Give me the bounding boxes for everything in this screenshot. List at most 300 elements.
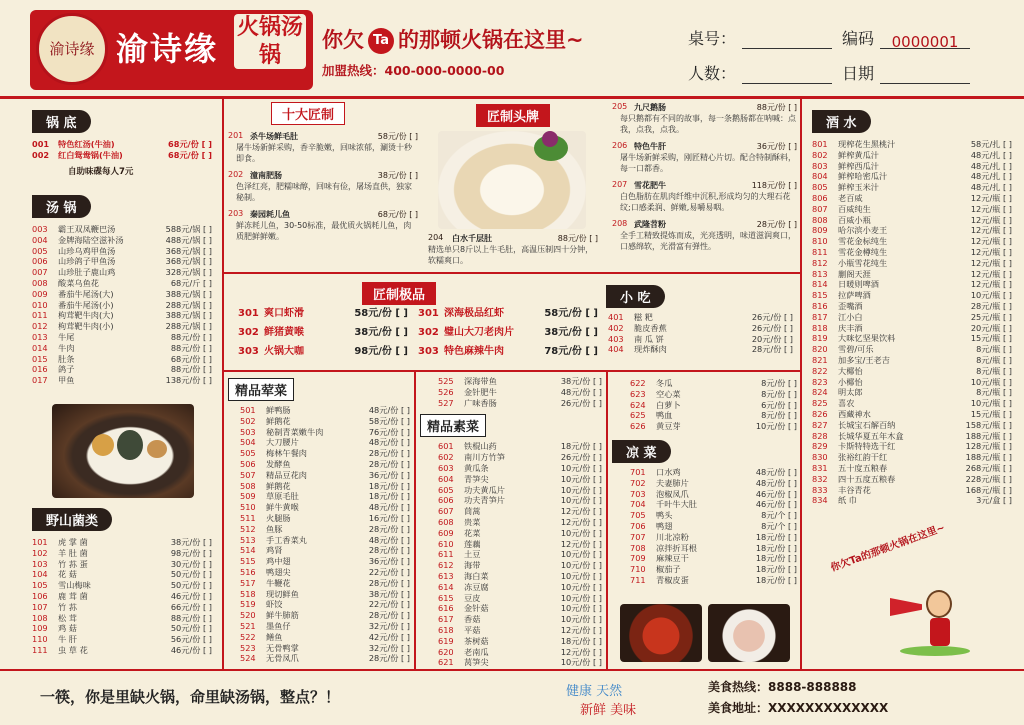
item-code: 009 xyxy=(32,288,48,299)
item-price: 3元/盒 [ ] xyxy=(976,495,1012,506)
item-name: 潼南肥肠 xyxy=(250,171,282,180)
section-badge: 十大匠制 xyxy=(271,102,345,125)
item-price: 8元/瓶 [ ] xyxy=(976,354,1012,365)
menu-item xyxy=(630,575,797,586)
item-price: 20元/瓶 [ ] xyxy=(970,322,1012,333)
item-code: 617 xyxy=(438,614,454,625)
item-name: 杀牛场鲜毛肚 xyxy=(250,132,298,141)
menu-item xyxy=(438,647,602,658)
item-price: 10元/份 [ ] xyxy=(560,560,602,571)
item-code: 523 xyxy=(240,642,256,653)
item-name: 冬瓜 xyxy=(656,378,673,388)
item-price: 58元/份 [ ] xyxy=(354,308,408,319)
item-code: 710 xyxy=(630,564,646,575)
item-code: 801 xyxy=(812,139,828,149)
menu-item xyxy=(438,452,602,463)
menu-item xyxy=(240,643,410,654)
item-code: 103 xyxy=(32,558,48,569)
item-name: 金牌海陆空滋补汤 xyxy=(58,234,124,245)
menu-item xyxy=(608,312,793,323)
item-name: 山珍乌鸡甲鱼汤 xyxy=(58,245,116,256)
item-code: 516 xyxy=(240,566,256,577)
menu-item xyxy=(812,409,1012,420)
item-code: 504 xyxy=(240,437,256,448)
item-price: 12元/瓶 [ ] xyxy=(970,257,1012,268)
item-price: 10元/瓶 [ ] xyxy=(970,290,1012,301)
menu-item xyxy=(630,532,797,543)
item-name: 虎 掌 菌 xyxy=(58,537,88,547)
item-code: 822 xyxy=(812,365,828,376)
item-code: 824 xyxy=(812,387,828,398)
menu-item xyxy=(608,344,793,355)
menu-item xyxy=(812,193,1012,204)
item-code: 206 xyxy=(612,141,628,150)
menu-item xyxy=(812,215,1012,226)
menu-item xyxy=(438,549,602,560)
item-price: 36元/份 [ ] xyxy=(368,556,410,567)
item-price: 46元/份 [ ] xyxy=(170,590,212,601)
item-price: 12元/瓶 [ ] xyxy=(970,268,1012,279)
item-price: 26元/份 [ ] xyxy=(560,397,602,408)
item-price: 18元/份 [ ] xyxy=(755,531,797,542)
item-price: 18元/份 [ ] xyxy=(560,635,602,646)
menu-item xyxy=(240,513,410,524)
item-code: 503 xyxy=(240,426,256,437)
item-name: 鲜鹅花 xyxy=(266,415,291,426)
item-code: 820 xyxy=(812,344,828,355)
food-address: 美食地址：XXXXXXXXXXXXX xyxy=(708,701,889,715)
item-code: 403 xyxy=(608,333,624,344)
item-name: 雪花金标纯生 xyxy=(838,236,888,247)
item-price: 26元/份 [ ] xyxy=(560,452,602,463)
menu-item xyxy=(438,517,602,528)
dish-header xyxy=(228,170,418,181)
item-price: 38元/份 [ ] xyxy=(368,588,410,599)
item-code: 108 xyxy=(32,612,48,623)
section-title: 汤 锅 xyxy=(32,195,91,218)
item-name: 火锅大咖 xyxy=(264,346,304,357)
item-code: 016 xyxy=(32,364,48,375)
item-code: 612 xyxy=(438,560,454,571)
item-price: 10元/份 [ ] xyxy=(560,614,602,625)
menu-item xyxy=(812,258,1012,269)
item-name: 哈尔滨小麦王 xyxy=(838,225,888,236)
item-code: 616 xyxy=(438,603,454,614)
item-name: 鸭翅 xyxy=(656,520,673,531)
menu-item xyxy=(32,354,212,365)
menu-item xyxy=(32,235,212,246)
column-divider xyxy=(222,99,224,669)
item-price: 12元/份 [ ] xyxy=(560,516,602,527)
item-price: 28元/份 [ ] xyxy=(368,545,410,556)
item-code: 814 xyxy=(812,279,828,290)
item-code: 521 xyxy=(240,620,256,631)
item-code: 816 xyxy=(812,300,828,311)
item-name: 金针菇 xyxy=(464,603,489,614)
menu-item xyxy=(32,332,212,343)
item-code: 515 xyxy=(240,556,256,567)
menu-item xyxy=(812,323,1012,334)
item-code: 501 xyxy=(240,405,256,415)
item-name: 鸭翅尖 xyxy=(266,566,291,577)
header-divider xyxy=(0,96,1024,99)
item-price: 20元/份 [ ] xyxy=(751,333,793,344)
menu-item xyxy=(32,602,212,613)
item-name: 鸡中翅 xyxy=(266,556,291,567)
item-code: 829 xyxy=(812,441,828,452)
item-price: 26元/份 [ ] xyxy=(751,322,793,333)
item-code: 626 xyxy=(630,421,646,432)
item-price: 12元/瓶 [ ] xyxy=(970,214,1012,225)
item-price: 8元/个 [ ] xyxy=(761,520,797,531)
item-name: 特色牛肝 xyxy=(634,142,666,151)
menu-item xyxy=(32,580,212,591)
sucai-section: 525 深海带鱼 38元/份 [ ] 526 金针肥牛 48元/份 [ ] 527 广味香肠 26元/份 [ ] 精品素菜 601 铁棍山药 18元/份 [ ] 602 南川方竹笋 26元/份 [ ] 603 黄瓜条 10元/份 [ ] 604 青笋尖 10元/份 [ ] 605 功夫黄瓜片 10元/份 [ ] 606 功夫青笋片 10元/份 [ ] 607 茼蒿 12元/份 [ ] 608 贵菜 12元/份 [ ] 609 花菜 10元/份 [ ] 610 莲藕 12元/份 [ ] 611 土豆 10元/份 [ ] 612 海带 10元/份 [ ] 613 海白菜 10元/份 [ ] 614 冻豆腐 10元/份 [ ] 615 豆皮 10元/份 [ ] 616 金针菇 10元/份 [ ] 617 香菇 10元/份 [ ] 618 平菇 12元/份 [ ] 619 茶树菇 18元/份 [ ] 620 老南瓜 12元/份 [ ] 621 莴笋尖 10元/份 [ ] xyxy=(420,376,602,668)
item-name: 雪山梅味 xyxy=(58,580,91,591)
item-price: 388元/锅 [ ] xyxy=(165,288,212,299)
item-name: 雪碧/可乐 xyxy=(838,344,874,355)
item-code: 614 xyxy=(438,581,454,592)
item-code: 618 xyxy=(438,624,454,635)
menu-item xyxy=(812,474,1012,485)
item-price: 98元/份 [ ] xyxy=(170,547,212,558)
item-code: 624 xyxy=(630,399,646,410)
item-code: 526 xyxy=(438,386,454,397)
item-code: 402 xyxy=(608,322,624,333)
item-name: 羊 肚 菌 xyxy=(58,547,88,558)
item-price: 28元/份 [ ] xyxy=(756,220,797,229)
menu-item xyxy=(32,537,212,548)
item-name: 霸王双凤鞭巴汤 xyxy=(58,224,116,234)
item-price: 36元/份 [ ] xyxy=(368,469,410,480)
item-price: 32元/份 [ ] xyxy=(368,642,410,653)
item-price: 10元/份 [ ] xyxy=(560,581,602,592)
item-price: 58元/份 [ ] xyxy=(544,308,598,319)
menu-item xyxy=(32,559,212,570)
item-name: 深海极品红虾 xyxy=(444,308,504,319)
item-name: 土豆 xyxy=(464,549,481,560)
menu-item xyxy=(812,247,1012,258)
item-description: 白色脂肪在肌肉纤维中沉积,形成均匀的大理石花纹;口感柔润、鲜嫩,易嚼易咽。 xyxy=(620,192,791,212)
shida-section xyxy=(228,102,418,248)
menu-item xyxy=(812,420,1012,431)
item-code: 702 xyxy=(630,477,646,488)
item-code: 831 xyxy=(812,462,828,473)
item-price: 15元/瓶 [ ] xyxy=(970,333,1012,344)
menu-item xyxy=(812,463,1012,474)
signature-dish xyxy=(228,131,418,164)
item-code: 006 xyxy=(32,256,48,267)
item-code: 519 xyxy=(240,599,256,610)
menu-item xyxy=(812,344,1012,355)
item-price: 68元/份 [ ] xyxy=(170,353,212,364)
item-code: 524 xyxy=(240,653,256,664)
mascot-speech: 你欠Ta的那顿火锅在这里~ xyxy=(829,522,947,575)
item-price: 88元/份 [ ] xyxy=(170,364,212,375)
item-code: 510 xyxy=(240,502,256,513)
item-price: 48元/份 [ ] xyxy=(368,534,410,545)
premium-item xyxy=(238,342,408,361)
item-name: 手工香菜丸 xyxy=(266,534,307,545)
people-count-field[interactable]: 人数： xyxy=(688,61,832,84)
item-code: 827 xyxy=(812,419,828,430)
menu-item xyxy=(438,398,602,409)
item-name: 白萝卜 xyxy=(656,399,681,410)
menu-item xyxy=(438,463,602,474)
menu-item xyxy=(812,485,1012,496)
item-name: 花菜 xyxy=(464,527,481,538)
signature-dish xyxy=(228,209,418,242)
item-price: 58元/扎 [ ] xyxy=(970,139,1012,149)
item-name: 鲜榨黄瓜汁 xyxy=(838,149,879,160)
menu-item xyxy=(240,427,410,438)
item-code: 825 xyxy=(812,398,828,409)
franchise-hotline: 加盟热线：400-000-0000-00 xyxy=(322,63,505,78)
item-price: 38元/份 [ ] xyxy=(560,376,602,386)
item-code: 826 xyxy=(812,408,828,419)
item-price: 48元/扎 [ ] xyxy=(970,149,1012,160)
health-tag-1: 健康 天然 xyxy=(566,684,623,699)
item-name: 肚条 xyxy=(58,353,75,364)
item-price: 10元/份 [ ] xyxy=(560,484,602,495)
item-price: 228元/瓶 [ ] xyxy=(965,473,1012,484)
item-price: 58元/份 [ ] xyxy=(368,415,410,426)
item-name: 功夫黄瓜片 xyxy=(464,484,505,495)
item-name: 五十度五粮春 xyxy=(838,462,888,473)
jiushui-section: 酒 水 801 现榨花生黑桃汁 58元/扎 [ ] 802 鲜榨黄瓜汁 48元/扎 [ ] 803 鲜榨西瓜汁 48元/扎 [ ] 804 鲜榨哈密瓜汁 48元/扎 [ ] 805 鲜榨玉米汁 48元/扎 [ ] 806 老百威 12元/瓶 [ ] 807 百威纯生 12元/瓶 [ ] 808 百威小瓶 12元/瓶 [ ] 809 哈尔滨小麦王 12元/瓶 [ ] 810 雪花金标纯生 12元/瓶 [ ] 811 雪花金樽纯生 12元/瓶 [ ] 812 小瓶雪花纯生 12元/瓶 [ ] 813 蒯阁天涯 12元/瓶 [ ] 814 日暖则啤酒 12元/瓶 [ ] 815 拉萨啤酒 10元/瓶 [ ] 816 歪嘴酒 28元/瓶 [ ] 817 江小白 25元/瓶 [ ] 818 庆丰酒 20元/瓶 [ ] 819 大咪忆坚果饮料 15元/瓶 [ ] 820 雪碧/可乐 8元/瓶 [ ] 821 加多宝/王老吉 8元/瓶 [ ] 822 大椰怡 8元/瓶 [ ] 823 小椰怡 10元/瓶 [ ] 824 明太郎 8元/瓶 [ ] 825 喜农 10元/瓶 [ ] 826 西藏神水 15元/瓶 [ ] 827 长城宝石解百纳 158元/瓶 [ ] 828 长城华夏五年木盒 188元/瓶 [ ] 829 卡斯特特选干红 128元/瓶 [ ] 830 张裕红韵干红 188元/瓶 [ ] 831 五十度五粮春 268元/瓶 [ ] 832 四十五度五粮春 228元/瓶 [ ] 833 丰谷青花 168元/瓶 [ ] 834 纸 巾 3元/盒 [ ] xyxy=(812,110,1012,506)
signature-dish xyxy=(612,180,797,213)
item-price: 48元/份 [ ] xyxy=(368,502,410,513)
menu-item xyxy=(32,310,212,321)
item-name: 牛 肝 xyxy=(58,634,77,645)
item-name: 日暖则啤酒 xyxy=(838,279,879,290)
item-price: 288元/锅 [ ] xyxy=(165,299,212,310)
item-code: 507 xyxy=(240,469,256,480)
item-price: 8元/份 [ ] xyxy=(761,410,797,421)
item-price: 18元/份 [ ] xyxy=(560,441,602,452)
mascot-figure xyxy=(890,590,970,660)
item-price: 18元/份 [ ] xyxy=(755,553,797,564)
logo-seal: 渝诗缘 xyxy=(36,13,108,85)
menu-item xyxy=(812,236,1012,247)
menu-item xyxy=(438,582,602,593)
item-name: 冻豆腐 xyxy=(464,581,489,592)
item-code: 610 xyxy=(438,538,454,549)
item-name: 川北凉粉 xyxy=(656,531,689,542)
menu-item xyxy=(438,506,602,517)
item-price: 118元/份 [ ] xyxy=(751,181,797,190)
item-name: 青椒皮蛋 xyxy=(656,574,689,585)
premium-item xyxy=(418,323,598,342)
item-code: 107 xyxy=(32,601,48,612)
item-name: 庆丰酒 xyxy=(838,322,863,333)
item-price: 28元/份 [ ] xyxy=(368,610,410,621)
item-price: 48元/份 [ ] xyxy=(368,437,410,448)
column-divider xyxy=(800,99,802,669)
item-code: 003 xyxy=(32,224,48,234)
item-name: 青笋尖 xyxy=(464,473,489,484)
item-code: 302 xyxy=(238,327,259,338)
item-name: 发酵鱼 xyxy=(266,458,291,469)
item-name: 现切鲜鱼 xyxy=(266,588,299,599)
menu-item xyxy=(32,623,212,634)
item-price: 48元/份 [ ] xyxy=(560,386,602,397)
menu-item xyxy=(812,441,1012,452)
menu-item xyxy=(630,521,797,532)
item-name: 草原毛肚 xyxy=(266,491,299,502)
item-name: 南 瓜 饼 xyxy=(634,333,664,344)
item-code: 004 xyxy=(32,234,48,245)
item-name: 鸡 菇 xyxy=(58,623,77,634)
menu-item xyxy=(32,343,212,354)
item-code: 834 xyxy=(812,495,828,506)
item-price: 48元/扎 [ ] xyxy=(970,160,1012,171)
date-field[interactable]: 日期 xyxy=(842,61,970,84)
menu-item xyxy=(812,182,1012,193)
menu-item xyxy=(240,632,410,643)
item-price: 50元/份 [ ] xyxy=(170,580,212,591)
item-price: 50元/份 [ ] xyxy=(170,569,212,580)
item-code: 301 xyxy=(418,308,439,319)
item-name: 豆皮 xyxy=(464,592,481,603)
item-code: 207 xyxy=(612,180,628,189)
item-code: 401 xyxy=(608,312,624,322)
item-name: 鸽子 xyxy=(58,364,75,375)
item-code: 007 xyxy=(32,267,48,278)
menu-item xyxy=(240,405,410,416)
item-price: 30元/份 [ ] xyxy=(170,558,212,569)
item-code: 017 xyxy=(32,375,48,386)
item-code: 708 xyxy=(630,542,646,553)
table-number-field[interactable]: 桌号： xyxy=(688,26,832,49)
item-name: 竹 荪 xyxy=(58,601,77,612)
item-price: 368元/锅 [ ] xyxy=(165,245,212,256)
tangguo-section xyxy=(32,195,212,386)
item-name: 虾饺 xyxy=(266,599,283,610)
item-price: 78元/份 [ ] xyxy=(544,346,598,357)
item-name: 鸭头 xyxy=(656,510,673,521)
item-name: 空心菜 xyxy=(656,388,681,399)
item-code: 013 xyxy=(32,331,48,342)
menu-item xyxy=(630,510,797,521)
item-code: 518 xyxy=(240,588,256,599)
dish-header xyxy=(228,131,418,142)
item-name: 甲鱼 xyxy=(58,375,75,386)
item-price: 38元/份 [ ] xyxy=(544,327,598,338)
menu-item xyxy=(438,441,602,452)
item-price: 138元/份 [ ] xyxy=(165,375,212,386)
menu-item xyxy=(240,610,410,621)
item-name: 莲藕 xyxy=(464,538,481,549)
menu-item xyxy=(630,478,797,489)
menu-item xyxy=(240,589,410,600)
item-price: 32元/份 [ ] xyxy=(368,620,410,631)
menu-item xyxy=(812,377,1012,388)
item-code: 613 xyxy=(438,570,454,581)
item-price: 28元/份 [ ] xyxy=(368,523,410,534)
menu-item xyxy=(438,625,602,636)
item-code: 404 xyxy=(608,344,624,355)
menu-item xyxy=(812,301,1012,312)
dish-header xyxy=(612,102,797,113)
item-price: 36元/份 [ ] xyxy=(756,142,797,151)
menu-item xyxy=(438,495,602,506)
item-name: 鲜牛肺筋 xyxy=(266,610,299,621)
item-price: 368元/锅 [ ] xyxy=(165,256,212,267)
item-price: 48元/份 [ ] xyxy=(755,466,797,477)
item-code: 603 xyxy=(438,462,454,473)
item-name: 鲜牛黄喉 xyxy=(266,502,299,513)
menu-item xyxy=(630,564,797,575)
item-price: 10元/份 [ ] xyxy=(560,549,602,560)
signature-dish xyxy=(612,102,797,135)
menu-item xyxy=(32,634,212,645)
item-name: 歪嘴酒 xyxy=(838,300,863,311)
item-code: 203 xyxy=(228,209,244,218)
menu-item xyxy=(438,387,602,398)
soup-pot-photo xyxy=(52,404,194,498)
premium-item xyxy=(418,304,598,323)
item-price: 168元/瓶 [ ] xyxy=(965,484,1012,495)
item-name: 纸 巾 xyxy=(838,495,857,506)
item-price: 18元/份 [ ] xyxy=(755,542,797,553)
menu-item xyxy=(32,645,212,656)
item-name: 丰谷青花 xyxy=(838,484,871,495)
item-name: 深海带鱼 xyxy=(464,376,497,386)
menu-item xyxy=(812,355,1012,366)
item-price: 268元/瓶 [ ] xyxy=(965,462,1012,473)
item-name: 加多宝/王老吉 xyxy=(838,354,890,365)
item-name: 口水鸡 xyxy=(656,466,681,477)
menu-item xyxy=(32,224,212,235)
item-description: 色泽红亮，肥糯味醇，回味有俭，屠场直供，独家秘制。 xyxy=(236,182,412,202)
item-price: 12元/瓶 [ ] xyxy=(970,192,1012,203)
item-code: 106 xyxy=(32,590,48,601)
menu-item xyxy=(32,548,212,559)
item-code: 205 xyxy=(612,102,628,111)
item-price: 88元/份 [ ] xyxy=(170,612,212,623)
item-description: 屠牛场新鲜采购，香辛脆嫩，回味浓郁，涮烫十秒即食。 xyxy=(236,143,412,163)
item-price: 48元/份 [ ] xyxy=(368,405,410,415)
item-price: 8元/个 [ ] xyxy=(761,510,797,521)
tripe-dish-photo xyxy=(438,131,586,229)
item-code: 104 xyxy=(32,569,48,580)
item-price: 8元/瓶 [ ] xyxy=(976,387,1012,398)
item-code: 607 xyxy=(438,506,454,517)
item-price: 10元/份 [ ] xyxy=(560,473,602,484)
brand-subtitle: 火锅汤锅 xyxy=(234,14,306,69)
item-price: 68元/斤 [ ] xyxy=(170,277,212,288)
item-name: 精品豆花肉 xyxy=(266,469,307,480)
item-name: 红白鸳鸯锅(牛油) xyxy=(58,149,123,160)
item-price: 10元/份 [ ] xyxy=(560,592,602,603)
item-price: 15元/瓶 [ ] xyxy=(970,408,1012,419)
item-code: 601 xyxy=(438,441,454,452)
menu-item xyxy=(240,556,410,567)
item-price: 28元/份 [ ] xyxy=(368,458,410,469)
code-field[interactable]: 编码 0000001 xyxy=(842,26,970,49)
item-code: 711 xyxy=(630,574,646,585)
item-code: 704 xyxy=(630,499,646,510)
item-code: 805 xyxy=(812,182,828,193)
menu-item xyxy=(240,599,410,610)
item-code: 303 xyxy=(238,346,259,357)
item-price: 38元/份 [ ] xyxy=(377,171,418,180)
item-name: 百威小瓶 xyxy=(838,214,871,225)
menu-item xyxy=(240,470,410,481)
item-code: 602 xyxy=(438,452,454,463)
menu-item xyxy=(630,400,797,411)
